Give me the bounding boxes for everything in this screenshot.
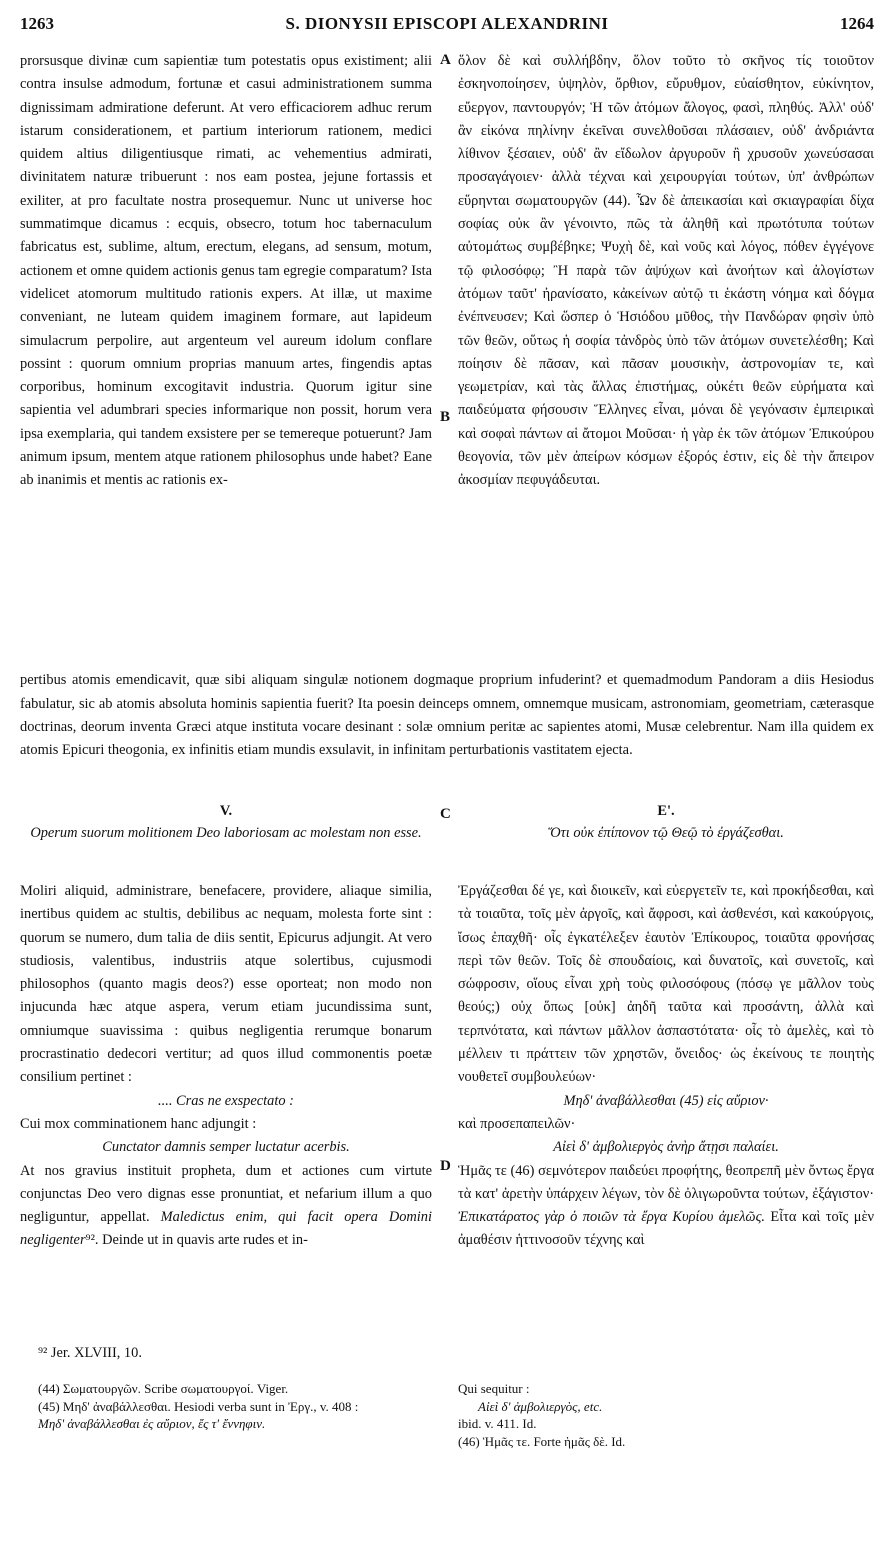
footnote-45-verse-2: Αἰεὶ δ' ἀμβολιεργὸς, etc. — [478, 1398, 603, 1414]
greek-section-paragraph-3 — [458, 1160, 874, 1253]
greek-section-heading — [458, 800, 874, 844]
latin-paragraph: prorsusque divinæ cum sapientiæ tum potestatis opus existiment; alii contra insulse admodum, fortunæ et casui administrationem summa dignissimam admiratione deferunt. At vero efficaciorem adhuc rerum istarum considerationem, et partium interiorum rationem, medici quidem altius diligentiusque rimati, ac vehementius admirati, divinitatem naturæ tribuerunt : nos eam postea, jejune fortassis et exiliter, at pro facultate nostra prosequemur. Nunc ut universe hoc summatimque dicamus : ecquis, obsecro, totum hoc tabernaculum fabricatus est, sublime, altum, erectum, elegans, ad sensum, motum, actionem et omne quidem actionis genus tam egregie comparatum? Ista videlicet atomorum multitudo rationis expers. At illæ, ut maxime conveniant, ne luteam quidem imaginem formare, aut lapideum simulacrum perpolire, aut argenteum vel aureum idolum conflare possint : quorum omnium proprias manuum artes, fingendis aptas corporibus, hominum excogitavit industria. Quorum igitur sine sapientia vel adumbrari species informarique non possit, horum vera ipsa exemplaria, qui tandem exsistere per se temereque potuerunt? Jam animum ipsum, mentem atque rationem philosophus unde habet? Eane ab inanimis et mentis ac rationis ex- — [20, 53, 432, 489]
latin-p3-start: At nos gravius instituit propheta, dum et actiones cum virtute conjunctas Deo vero dignas esse pronuntiat, et nefarium illum a quo negliguntur, appellat. — [20, 1162, 432, 1226]
margin-letter-d: D — [440, 1158, 451, 1174]
greek-section-title: Ὅτι οὐκ ἐπίπονον τῷ Θεῷ τὸ ἐργάζεσθαι. — [548, 825, 784, 841]
latin-column-top — [20, 50, 432, 493]
latin-section-paragraph-3 — [20, 1160, 432, 1253]
latin-verse-quote-2: Cunctator damnis semper luctatur acerbis. — [102, 1139, 350, 1156]
latin-section-title: Operum suorum molitionem Deo laboriosam ac molestam non esse. — [30, 825, 422, 841]
latin-continuation: pertibus atomis emendicavit, quæ sibi aliquam singulæ notionem dogmaque proprium infuderint? et quemadmodum Pandoram a diis Hesiodus fabulatur, sic ab atomis absoluta hominis sapientia fuerit? Ita poesin deinceps omnem, omnemque musicam, astronomiam, geometriam, cæterasque doctrinas, deorum inventa Græci atque instituta vocare desinant : solæ omnium peritæ ac sapientes atomi, Musæ celebrentur. Nam illa quidem ex atomis Epicuri theogonia, ex infinitis etiam mundis exsulavit, in infinitam perturbationis vastitatem ejecta. — [20, 672, 874, 759]
greek-column-top — [458, 50, 874, 493]
footnote-45: (45) Μηδ' ἀναβάλλεσθαι. Hesiodi verba sunt in Ἐργ., v. 408 : — [38, 1398, 359, 1414]
right-page-number: 1264 — [840, 14, 874, 33]
greek-p3-start: Ἡμᾶς τε (46) σεμνότερον παιδεύει προφήτης, θεοπρεπῆ μὲν ὄντως ἔργα τὰ κατ' ἀρετὴν ὑπάρχειν λέγων, τὸν δὲ ὀλιγωροῦντα τούτων, ἐξάγιστον· — [458, 1162, 874, 1202]
footnotes-right — [458, 1380, 874, 1450]
running-header — [20, 14, 874, 38]
latin-section-heading — [20, 800, 432, 844]
footnotes-left — [38, 1380, 432, 1433]
running-title: S. DIONYSII EPISCOPI ALEXANDRINI — [285, 14, 609, 33]
footnote-45-reference: ibid. v. 411. Id. — [458, 1416, 537, 1431]
latin-column-bottom — [20, 880, 432, 1253]
greek-section-paragraph-2: καὶ προσεπαπειλῶν· — [458, 1115, 576, 1132]
latin-section-number: V. — [219, 803, 233, 819]
footnote-44: (44) Σωματουργῶν. Scribe σωματουργοί. Viger. — [38, 1381, 289, 1396]
greek-p3-end: Εἶτα καὶ τοῖς μὲν ἀμαθέσιν ἡττινοσοῦν τέχνης καὶ — [458, 1209, 874, 1249]
left-page-number: 1263 — [20, 14, 54, 33]
margin-letter-a: A — [440, 52, 451, 68]
scripture-reference-footnote: ⁹² Jer. XLVIII, 10. — [38, 1345, 142, 1361]
footnote-45-verse: Μηδ' ἀναβάλλεσθαι ἐς αὔριον, ἔς τ' ἔννηφιν. — [38, 1416, 266, 1431]
greek-section-paragraph-1: Ἐργάζεσθαι δέ γε, καὶ διοικεῖν, καὶ εὐεργετεῖν τε, καὶ προκήδεσθαι, καὶ τὰ τοιαῦτα, τοῖς μὲν ἀργοῖς, καὶ ἄφροσι, καὶ ἀσθενέσι, καὶ κακούργοις, ἴσως ἐπαχθῆ· οἷς ἐγκατέλεξεν ἑαυτὸν Ἐπίκουρος, τοιαῦτα φρονήσας περὶ τῶν θεῶν. Τοῖς δὲ σπουδαίοις, καὶ δυνατοῖς, καὶ συνετοῖς, καὶ σώφροσιν, οἵους εἶναι χρὴ τοὺς φιλοσόφους (πόσῳ γε μᾶλλον τοὺς θεούς;) οὐχ ὅπως [οὐκ] ἀηδῆ ταῦτα καὶ προσάντη, ἀλλὰ καὶ τερπνότατα, καὶ πάντων μᾶλλον ἀσπαστότατα· οἷς τὸ ἀμελὲς, καὶ τὸ μέλλειν τι πράττειν τῶν χρηστῶν, ὄνειδος· ὡς ἐκείνους τε ποιητὴς νουθετεῖ συμβουλεύων· — [458, 883, 874, 1086]
margin-letter-c: C — [440, 806, 451, 822]
greek-paragraph: ὅλον δὲ καὶ συλλήβδην, ὅλον τοῦτο τὸ σκῆνος τίς τοιοῦτον ἐσκηνοποίησεν, ὑψηλὸν, ὄρθιον, εὔρυθμον, εὐαίσθητον, εὐκίνητον, εὔεργον, παντουργόν; Ἡ τῶν ἀτόμων ἄλογος, φασὶ, πληθύς. Ἀλλ' οὐδ' ἂν εἰκόνα πηλίνην ἐκεῖναι συνελθοῦσαι πλάσαιεν, οὐδ' ἀνδριάντα λίθινον ξέσαιεν, οὐδ' ἂν εἴδωλον ἀργυροῦν ἢ χρυσοῦν χωνεύσασαι προσαγάγοιεν· ἀλλὰ τέχναι καὶ χειρουργίαι τούτων, ὑπ' ἀνθρώπων εὕρηνται σωματουργῶν (44). Ὧν δὲ ἀπεικασίαι καὶ σκιαγραφίαι δίχα σοφίας οὐκ ἂν γένοιντο, πῶς τὰ ἀληθῆ καὶ πρωτότυπα τούτων αὐτομάτως συμβέβηκε; Ψυχὴ δὲ, καὶ νοῦς καὶ λόγος, πόθεν ἐγγέγονε τῷ φιλοσόφῳ; Ἢ παρὰ τῶν ἀψύχων καὶ ἀνοήτων καὶ ἀλογίστων ἀτόμων ταῦτ' ἠρανίσατο, κἀκείνων αὐτῷ τι ἑκάστη νόημα καὶ δόγμα ἐνέπνευσεν; Καὶ ὥσπερ ὁ Ἡσιόδου μῦθος, τὴν Πανδώραν φησὶν ὑπὸ τῶν θεῶν, οὕτως ἡ σοφία τἀνδρὸς ὑπὸ τῶν ἀτόμων συνετελέσθη; Καὶ ποίησιν δὲ πᾶσαν, καὶ πᾶσαν μουσικὴν, ἀστρονομίαν τε, καὶ γεωμετρίαν, καὶ τὰς ἄλλας ἐπιστήμας, οὐκέτι θεῶν εὑρήματα καὶ παιδεύματα φήσουσιν Ἕλληνες εἶναι, μόναι δὲ γεγόνασιν ἐμπειρικαὶ καὶ σοφαὶ πάντων αἱ ἄτομοι Μοῦσαι· ἡ γὰρ ἐκ τῶν ἀτόμων Ἐπικούρου θεογονία, τῶν μὲν ἀπείρων κόσμων ἐξορός ἐστιν, εἰς δὲ τὴν ἄπειρον ἀκοσμίαν πεφυγάδευται. — [458, 53, 874, 489]
footnote-45-continued: Qui sequitur : — [458, 1381, 530, 1396]
latin-section-paragraph-2: Cui mox comminationem hanc adjungit : — [20, 1115, 257, 1132]
latin-verse-quote-1: .... Cras ne exspectato : — [158, 1092, 294, 1109]
greek-column-bottom — [458, 880, 874, 1253]
greek-verse-quote-1: Μηδ' ἀναβάλλεσθαι (45) εἰς αὔριον· — [563, 1092, 769, 1109]
latin-p3-end: ⁹². Deinde ut in quavis arte rudes et in- — [85, 1232, 308, 1249]
latin-scripture-citation: Maledictus enim, qui facit opera Domini negligenter — [20, 1209, 432, 1249]
greek-section-number: E'. — [657, 803, 675, 819]
footnote-46: (46) Ἡμᾶς τε. Forte ἡμᾶς δὲ. Id. — [458, 1433, 626, 1449]
greek-scripture-citation: Ἐπικατάρατος γὰρ ὁ ποιῶν τὰ ἔργα Κυρίου ἀμελῶς. — [458, 1209, 766, 1226]
latin-section-paragraph-1: Moliri aliquid, administrare, benefacere, providere, aliaque similia, inertibus quidem ac stultis, debilibus ac nequam, molesta forte sint : quorum se numero, dum talia de diis sentit, Epicurus adjungit. At vero studiosis, valentibus, industriis atque solertibus, cujusmodi philosophos (quanto magis deos?) esse oporteat; non modo non injucunda hæc atque aspera, verum etiam jucundissima sunt, omniumque suavissima : quibus negligentia rerumque bonarum procrastinatio dedecori vertitur; ad quos illud commonentis poetæ consilium pertinet : — [20, 883, 432, 1086]
margin-letter-b: B — [440, 409, 451, 425]
latin-full-width-text — [20, 655, 874, 777]
greek-verse-quote-2: Αἰεὶ δ' ἀμβολιεργὸς ἀνὴρ ἄτῃσι παλαίει. — [553, 1139, 779, 1156]
